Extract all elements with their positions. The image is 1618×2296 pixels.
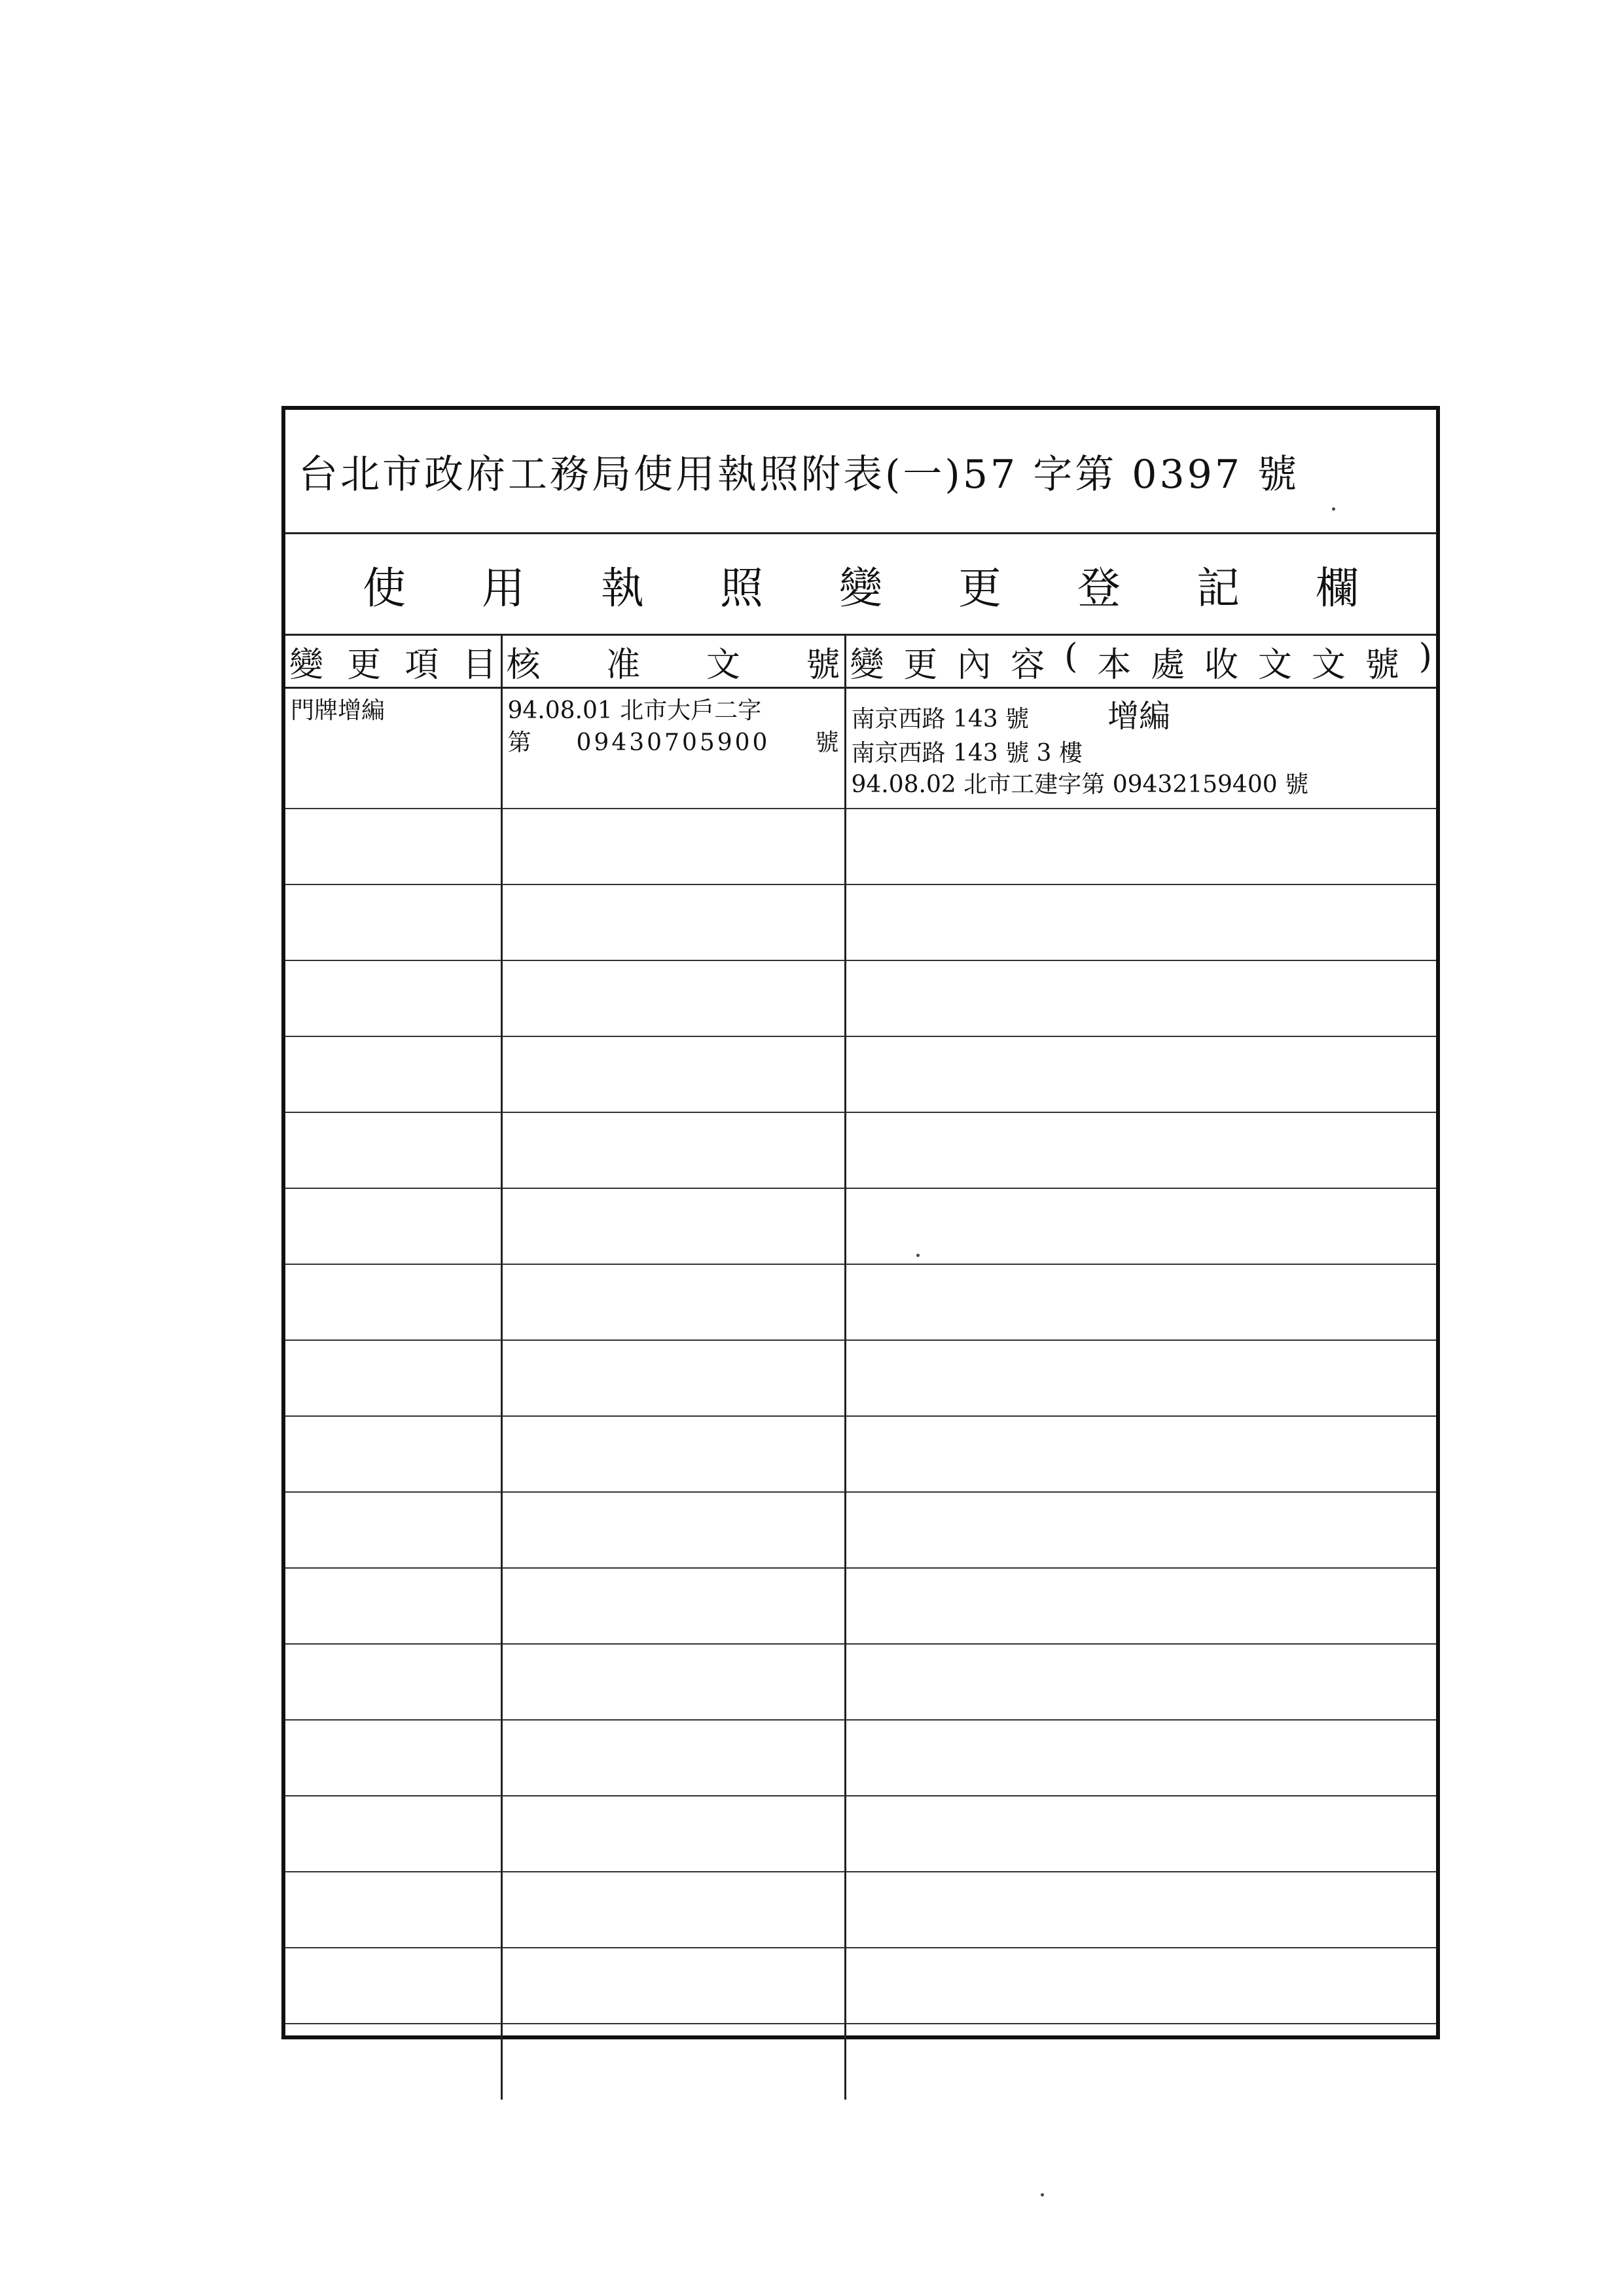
cell-item [285,688,501,809]
column-header-approval-number: 核 准 文 號 [501,636,845,688]
table-row [285,1188,1436,1264]
table-header-row [285,636,1436,688]
handwritten-tag: 增編 [1107,698,1171,735]
approval-date: 94.08.01 [507,697,613,724]
cell-approval-number [501,688,845,809]
document-title: 台北市政府工務局使用執照附表(一)57 字第 0397 號 [285,410,1436,534]
approval-suffix: 號 [815,729,839,756]
scan-speck [1041,2193,1044,2196]
column-header-item: 變 更 項 目 [285,636,501,688]
table-row [285,1872,1436,1948]
table-row [285,688,1436,809]
content-line-2: 南京西路 143 號 3 樓 [851,739,1083,767]
approval-prefix: 第 [507,729,531,756]
table-row [285,1720,1436,1796]
table-row [285,884,1436,960]
table-row [285,1112,1436,1188]
column-header-change-content: 變 更 內 容 ( 本 處 收 文 文 號 ) [845,636,1436,688]
table-row [285,1036,1436,1112]
heading-char: 更 [958,562,1001,613]
table-row [285,1492,1436,1568]
table-row [285,2024,1436,2100]
table-row [285,1264,1436,1340]
content-line-1: 南京西路 143 號 [851,706,1030,733]
heading-char: 欄 [1316,562,1359,613]
table-row [285,809,1436,884]
approval-office: 北市大戶二字 [620,697,762,724]
table-row [285,960,1436,1036]
heading-char: 登 [1077,562,1121,613]
change-register-table [285,636,1436,2100]
register-frame [281,406,1440,2039]
item-text: 門牌增編 [291,697,386,724]
table-row [285,1340,1436,1416]
heading-char: 照 [720,562,763,613]
table-row [285,1644,1436,1720]
approval-number: 09430705900 [576,729,770,756]
heading-char: 變 [839,562,882,613]
table-row [285,1948,1436,2024]
heading-char: 執 [601,562,644,613]
table-row [285,1568,1436,1644]
cell-change-content [845,688,1436,809]
table-row [285,1796,1436,1872]
heading-char: 使 [363,562,406,613]
scan-speck [916,1254,920,1257]
section-heading [285,534,1436,636]
content-line-3: 94.08.02 北市工建字第 09432159400 號 [851,771,1309,799]
scan-speck [1332,507,1335,511]
heading-char: 記 [1196,562,1240,613]
heading-char: 用 [482,562,525,613]
table-row [285,1416,1436,1492]
